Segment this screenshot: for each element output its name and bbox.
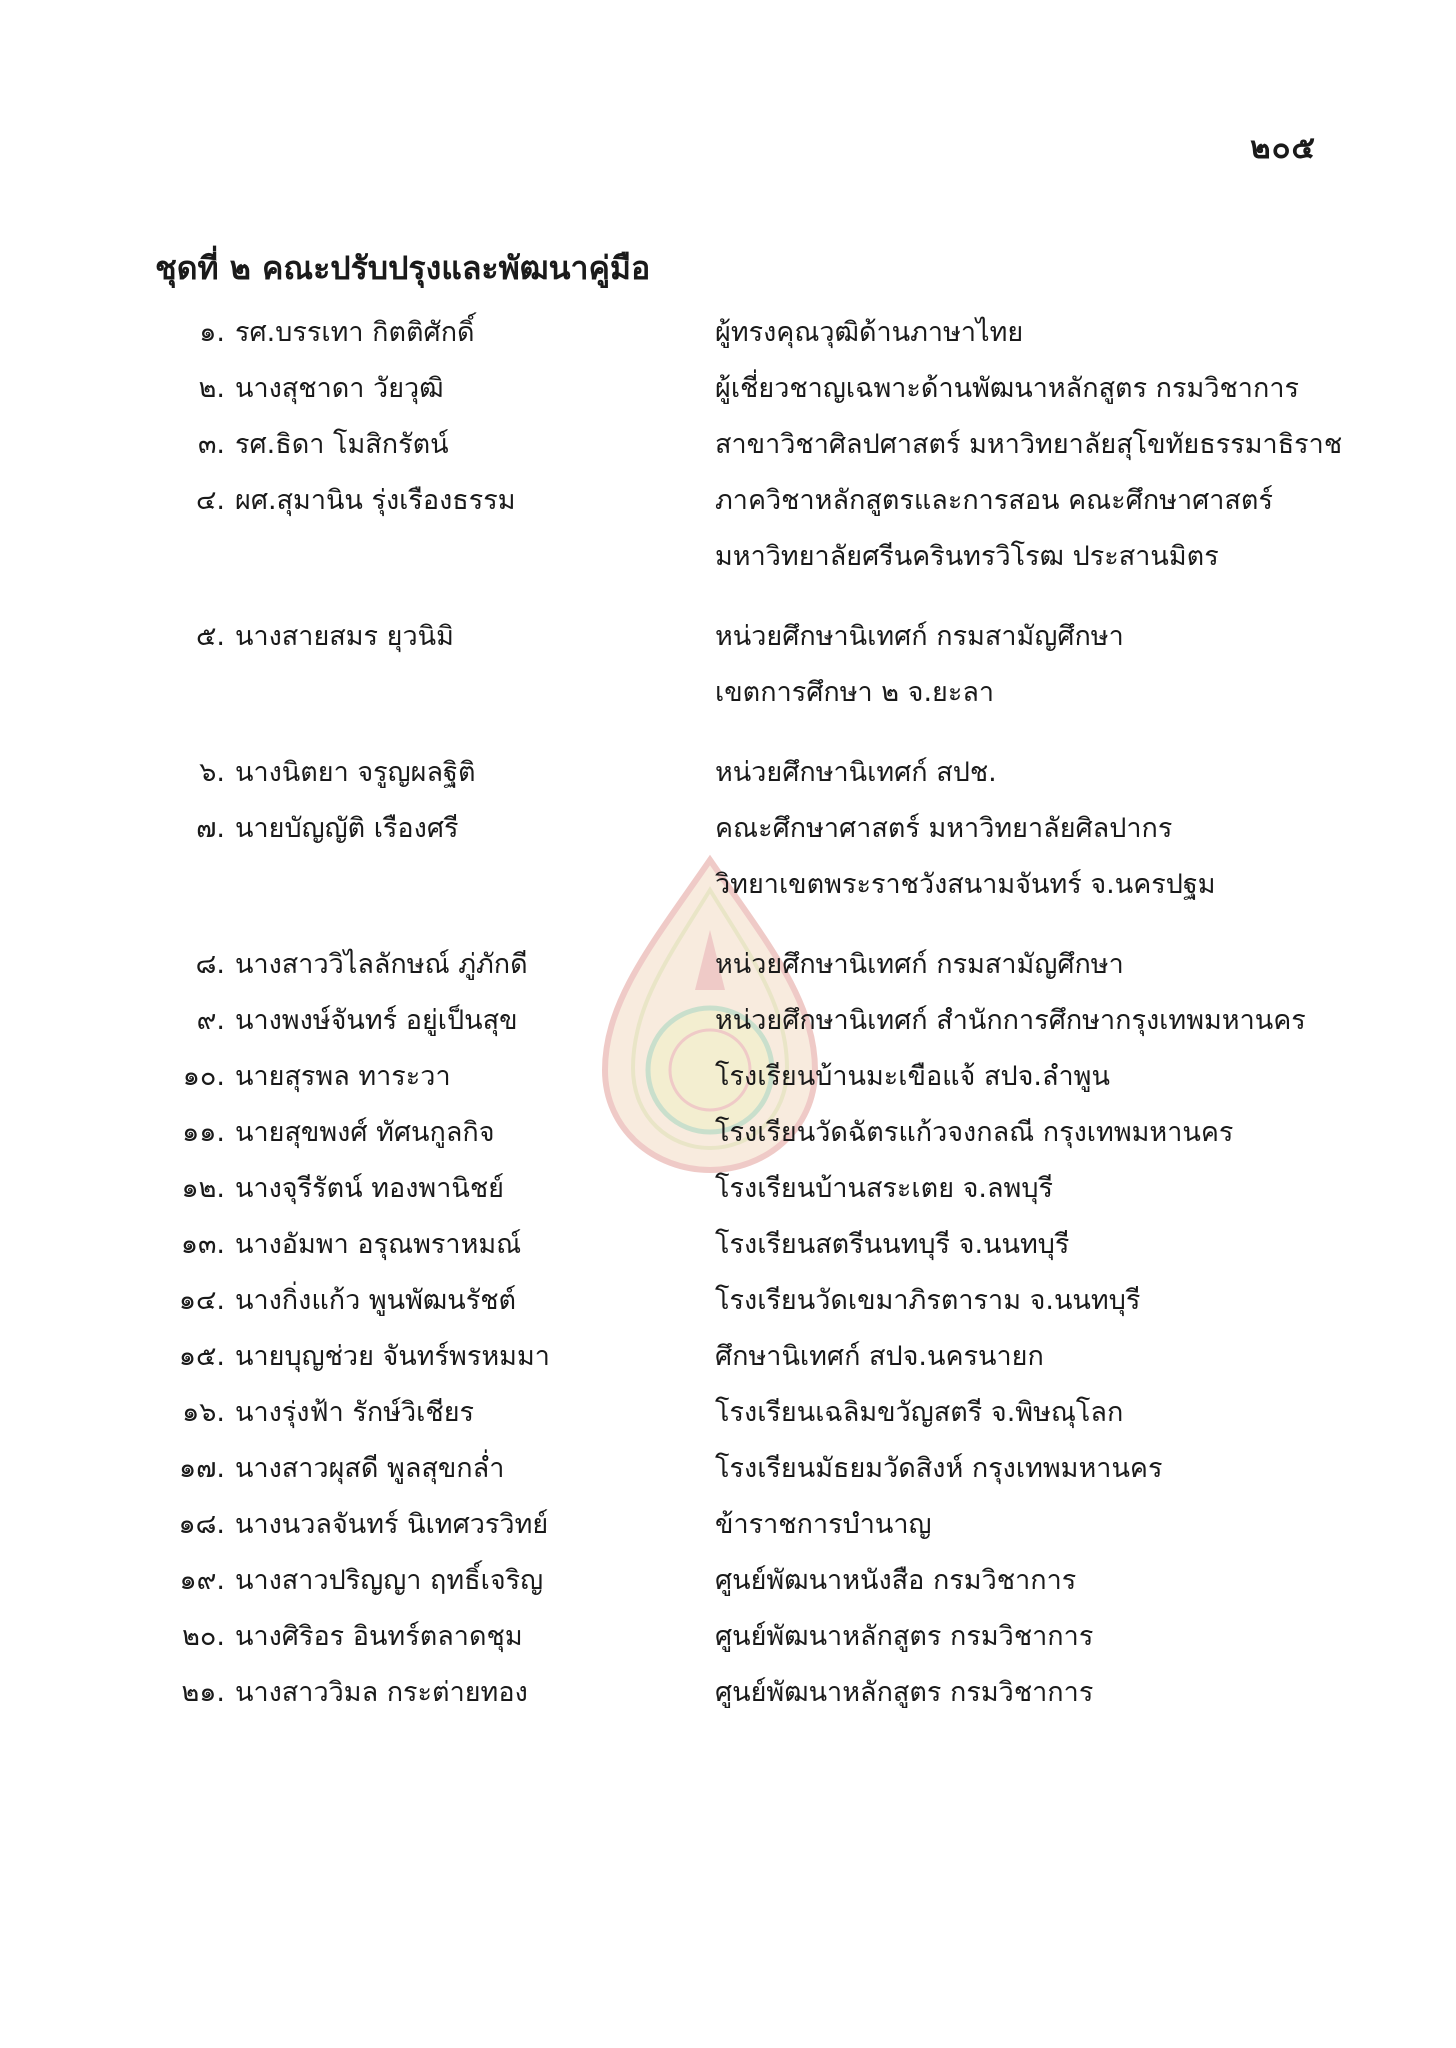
item-number: ๕. xyxy=(195,621,225,652)
member-affiliation xyxy=(715,801,1330,913)
member-name: นางศิริอร อินทร์ตลาดชุม xyxy=(235,1621,523,1652)
list-item xyxy=(150,1441,1330,1497)
list-item xyxy=(150,1049,1330,1105)
item-number: ๗. xyxy=(196,813,225,844)
member-name: นางสาววิไลลักษณ์ ภู่ภักดี xyxy=(235,949,528,980)
member-name: นางสุชาดา วัยวุฒิ xyxy=(235,373,444,404)
affiliation-line: หน่วยศึกษานิเทศก์ สำนักการศึกษากรุงเทพมหานคร xyxy=(715,1005,1306,1036)
affiliation-line: หน่วยศึกษานิเทศก์ กรมสามัญศึกษา xyxy=(715,621,1124,652)
member-affiliation xyxy=(715,745,1330,801)
member-name: นางสายสมร ยุวนิมิ xyxy=(235,621,454,652)
affiliation-line: วิทยาเขตพระราชวังสนามจันทร์ จ.นครปฐม xyxy=(715,869,1216,900)
committee-list xyxy=(150,305,1343,1721)
member-name: รศ.บรรเทา กิตติศักดิ์ xyxy=(235,317,475,348)
affiliation-line: ภาควิชาหลักสูตรและการสอน คณะศึกษาศาสตร์ xyxy=(715,485,1273,516)
member-affiliation xyxy=(715,937,1330,993)
affiliation-line: หน่วยศึกษานิเทศก์ กรมสามัญศึกษา xyxy=(715,949,1124,980)
member-affiliation xyxy=(715,1329,1330,1385)
item-number: ๑๔. xyxy=(178,1285,225,1316)
item-number: ๑๙. xyxy=(179,1565,225,1596)
member-affiliation xyxy=(715,1385,1330,1441)
list-item xyxy=(150,1161,1330,1217)
affiliation-line: ศูนย์พัฒนาหนังสือ กรมวิชาการ xyxy=(715,1565,1077,1596)
member-name: นายบุญช่วย จันทร์พรหมมา xyxy=(235,1341,550,1372)
affiliation-line: โรงเรียนบ้านสระเตย จ.ลพบุรี xyxy=(715,1173,1053,1204)
member-affiliation xyxy=(715,1497,1330,1553)
affiliation-line: ศึกษานิเทศก์ สปจ.นครนายก xyxy=(715,1341,1044,1372)
member-affiliation xyxy=(715,1665,1330,1721)
item-number: ๖. xyxy=(199,757,225,788)
member-affiliation xyxy=(715,1273,1330,1329)
list-item xyxy=(150,1385,1330,1441)
page-number: ๒๐๕ xyxy=(1250,130,1316,166)
item-number: ๑. xyxy=(199,317,225,348)
affiliation-line: หน่วยศึกษานิเทศก์ สปช. xyxy=(715,757,997,788)
affiliation-line: ผู้เชี่ยวชาญเฉพาะด้านพัฒนาหลักสูตร กรมวิชาการ xyxy=(715,373,1299,404)
list-item xyxy=(150,745,1330,801)
list-item xyxy=(150,1665,1330,1721)
member-affiliation xyxy=(715,1217,1330,1273)
affiliation-line: มหาวิทยาลัยศรีนครินทรวิโรฒ ประสานมิตร xyxy=(715,541,1219,572)
list-item xyxy=(150,305,1330,361)
member-name: นายบัญญัติ เรืองศรี xyxy=(235,813,459,844)
item-number: ๒๑. xyxy=(181,1677,225,1708)
item-number: ๑๘. xyxy=(178,1509,225,1540)
member-affiliation xyxy=(715,1441,1330,1497)
list-item xyxy=(150,1609,1330,1665)
member-affiliation xyxy=(715,473,1330,585)
member-name: นายสุขพงศ์ ทัศนกูลกิจ xyxy=(235,1117,495,1148)
list-item xyxy=(150,1329,1330,1385)
member-name: นางสาววิมล กระต่ายทอง xyxy=(235,1677,528,1708)
affiliation-line: ข้าราชการบำนาญ xyxy=(715,1509,932,1540)
member-affiliation xyxy=(715,305,1330,361)
member-affiliation xyxy=(715,609,1330,721)
affiliation-line: โรงเรียนบ้านมะเขือแจ้ สปจ.ลำพูน xyxy=(715,1061,1110,1092)
list-item xyxy=(150,1273,1330,1329)
item-number: ๑๓. xyxy=(180,1229,225,1260)
affiliation-line: ศูนย์พัฒนาหลักสูตร กรมวิชาการ xyxy=(715,1677,1094,1708)
member-name: นางนวลจันทร์ นิเทศวรวิทย์ xyxy=(235,1509,549,1540)
member-affiliation xyxy=(715,1105,1330,1161)
member-name: นางรุ่งฟ้า รักษ์วิเชียร xyxy=(235,1397,475,1428)
member-name: ผศ.สุมานิน รุ่งเรืองธรรม xyxy=(235,485,516,516)
member-affiliation xyxy=(715,1049,1330,1105)
list-item xyxy=(150,361,1330,417)
member-name: นางจุรีรัตน์ ทองพานิชย์ xyxy=(235,1173,504,1204)
list-item xyxy=(150,609,1330,721)
affiliation-line: โรงเรียนวัดเขมาภิรตาราม จ.นนทบุรี xyxy=(715,1285,1141,1316)
member-name: นางสาวปริญญา ฤทธิ์เจริญ xyxy=(235,1565,544,1596)
affiliation-line: โรงเรียนวัดฉัตรแก้วจงกลณี กรุงเทพมหานคร xyxy=(715,1117,1234,1148)
affiliation-line: ผู้ทรงคุณวุฒิด้านภาษาไทย xyxy=(715,317,1024,348)
item-number: ๑๕. xyxy=(178,1341,225,1372)
list-item xyxy=(150,1217,1330,1273)
affiliation-line: โรงเรียนสตรีนนทบุรี จ.นนทบุรี xyxy=(715,1229,1070,1260)
affiliation-line: สาขาวิชาศิลปศาสตร์ มหาวิทยาลัยสุโขทัยธรรมาธิราช xyxy=(715,429,1343,460)
affiliation-line: โรงเรียนเฉลิมขวัญสตรี จ.พิษณุโลก xyxy=(715,1397,1124,1428)
member-name: นางอัมพา อรุณพราหมณ์ xyxy=(235,1229,522,1260)
item-number: ๑๖. xyxy=(182,1397,225,1428)
item-number: ๒๐. xyxy=(182,1621,225,1652)
item-number: ๑๗. xyxy=(178,1453,225,1484)
list-item xyxy=(150,1553,1330,1609)
member-name: นางนิตยา จรูญผลฐิติ xyxy=(235,757,476,788)
member-name: นายสุรพล ทาระวา xyxy=(235,1061,451,1092)
member-name: รศ.ธิดา โมสิกรัตน์ xyxy=(235,429,449,460)
list-item xyxy=(150,1105,1330,1161)
item-number: ๓. xyxy=(197,429,225,460)
affiliation-line: โรงเรียนมัธยมวัดสิงห์ กรุงเทพมหานคร xyxy=(715,1453,1163,1484)
list-item xyxy=(150,1497,1330,1553)
section-title: ชุดที่ ๒ คณะปรับปรุงและพัฒนาคู่มือ xyxy=(155,249,651,287)
member-affiliation xyxy=(715,1161,1330,1217)
list-item xyxy=(150,417,1343,473)
list-item xyxy=(150,473,1330,585)
list-item xyxy=(150,993,1330,1049)
item-number: ๑๒. xyxy=(181,1173,225,1204)
item-number: ๔. xyxy=(195,485,225,516)
member-name: นางพงษ์จันทร์ อยู่เป็นสุข xyxy=(235,1005,518,1036)
member-affiliation xyxy=(715,1609,1330,1665)
member-affiliation xyxy=(715,1553,1330,1609)
member-name: นางกิ่งแก้ว พูนพัฒนรัชต์ xyxy=(235,1285,517,1316)
item-number: ๒. xyxy=(198,373,225,404)
item-number: ๘. xyxy=(195,949,225,980)
affiliation-line: คณะศึกษาศาสตร์ มหาวิทยาลัยศิลปากร xyxy=(715,813,1173,844)
list-item xyxy=(150,801,1330,913)
item-number: ๑๑. xyxy=(182,1117,225,1148)
list-item xyxy=(150,937,1330,993)
member-name: นางสาวผุสดี พูลสุขกล่ำ xyxy=(235,1453,505,1484)
member-affiliation xyxy=(715,361,1330,417)
member-affiliation xyxy=(715,417,1342,473)
affiliation-line: ศูนย์พัฒนาหลักสูตร กรมวิชาการ xyxy=(715,1621,1094,1652)
item-number: ๑๐. xyxy=(182,1061,225,1092)
item-number: ๙. xyxy=(196,1005,225,1036)
affiliation-line: เขตการศึกษา ๒ จ.ยะลา xyxy=(715,677,995,708)
member-affiliation xyxy=(715,993,1330,1049)
